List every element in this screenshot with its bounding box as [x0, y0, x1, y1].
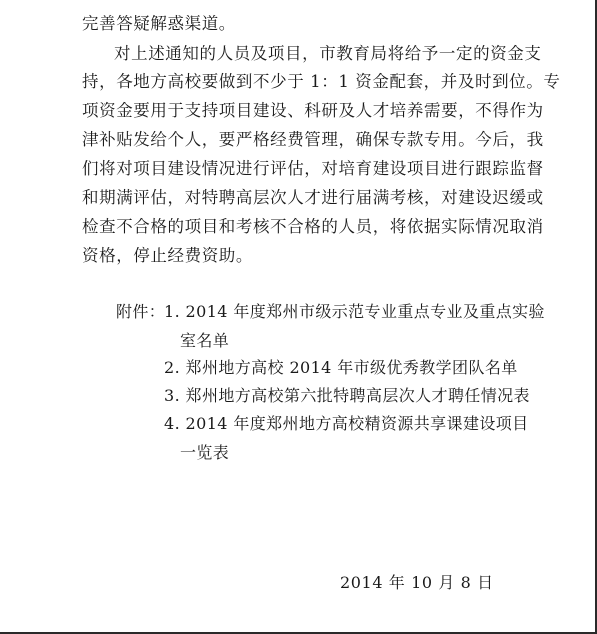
document-date: 2014 年 10 月 8 日: [340, 573, 494, 592]
body-line-3: 持，各地方高校要做到不少于 1：1 资金配套，并及时到位。专: [82, 72, 561, 91]
body-line-6: 们将对项目建设情况进行评估，对培育建设项目进行跟踪监督: [82, 159, 544, 178]
attachment-item-2: 2. 郑州地方高校 2014 年市级优秀教学团队名单: [164, 358, 518, 377]
body-line-8: 检查不合格的项目和考核不合格的人员，将依据实际情况取消: [82, 217, 544, 236]
body-line-4: 项资金要用于支持项目建设、科研及人才培养需要，不得作为: [82, 101, 544, 120]
attachment-item-1-cont: 室名单: [180, 331, 230, 350]
attachment-item-4-cont: 一览表: [180, 443, 230, 462]
attachments-label: 附件：: [116, 302, 166, 321]
body-line-2: 对上述通知的人员及项目，市教育局将给予一定的资金支: [114, 44, 542, 63]
body-line-1: 完善答疑解惑渠道。: [82, 14, 236, 33]
attachment-item-3: 3. 郑州地方高校第六批特聘高层次人才聘任情况表: [164, 386, 530, 405]
body-line-9: 资格，停止经费资助。: [82, 246, 253, 265]
body-line-5: 津补贴发给个人，要严格经费管理，确保专款专用。今后，我: [82, 130, 544, 149]
body-line-7: 和期满评估，对特聘高层次人才进行届满考核，对建设迟缓或: [82, 188, 544, 207]
attachment-item-1: 1. 2014 年度郑州市级示范专业重点专业及重点实验: [164, 302, 545, 321]
attachment-item-4: 4. 2014 年度郑州地方高校精资源共享课建设项目: [164, 414, 529, 433]
